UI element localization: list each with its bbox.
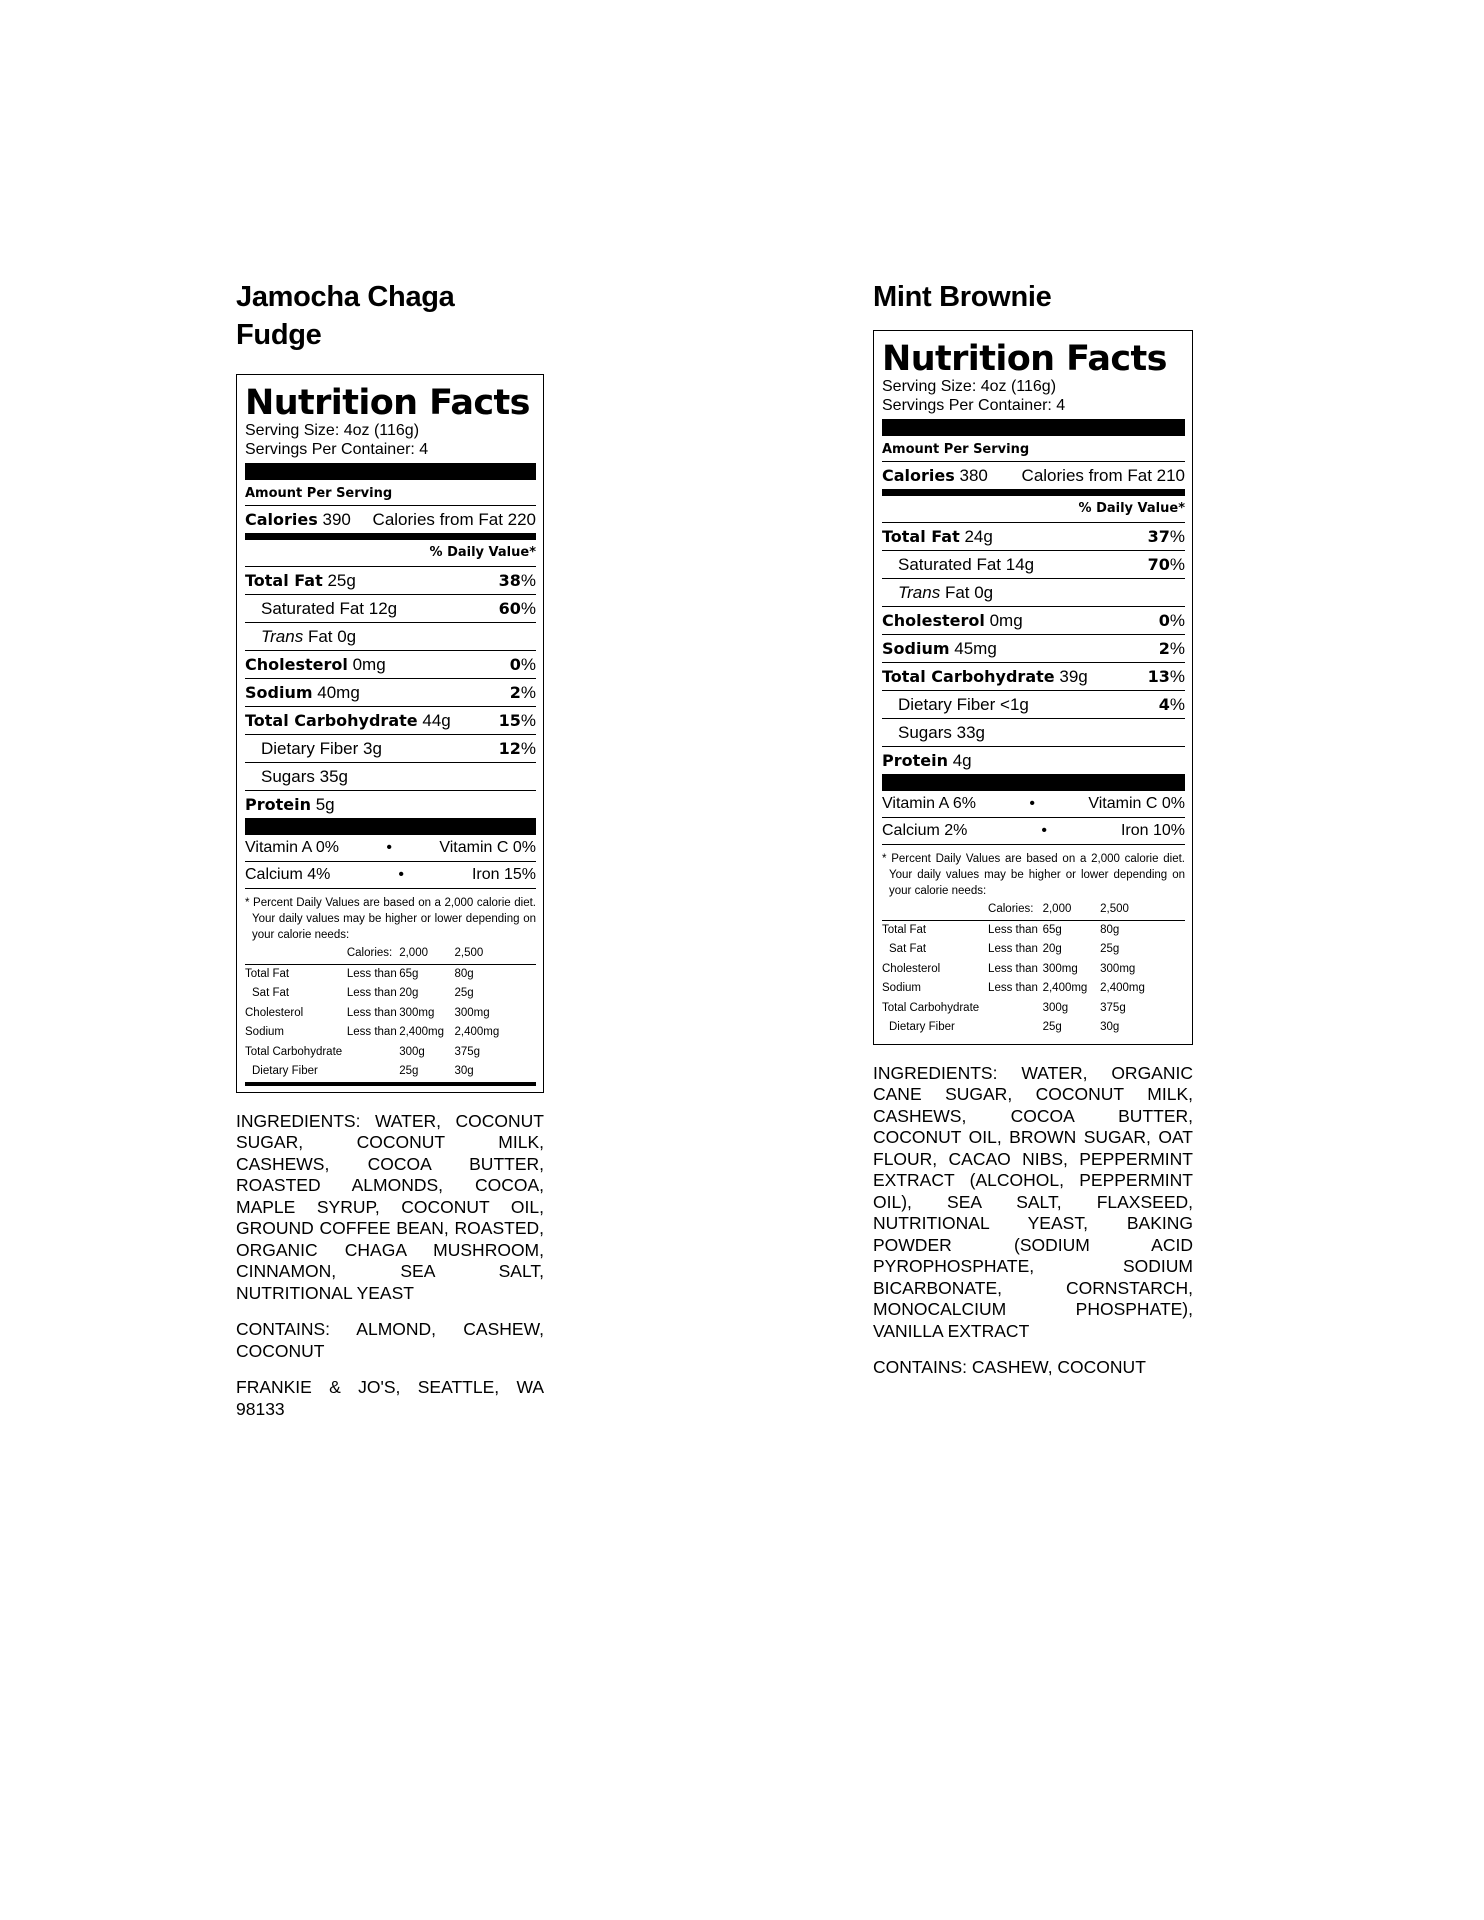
nutrient-dv: 37 [1147, 527, 1170, 546]
nutrient-row [882, 634, 1185, 662]
table-cell: Cholesterol [882, 962, 941, 975]
table-cell: 25g [1042, 1021, 1062, 1033]
nutrient-dv-symbol: % [1169, 555, 1185, 574]
table-cell [347, 1062, 399, 1084]
table-cell: 25g [1100, 943, 1120, 955]
table-cell: Less than [346, 987, 397, 999]
manufacturer-text: FRANKIE & JO'S, SEATTLE, WA 98133 [236, 1377, 544, 1419]
daily-value-table [245, 944, 536, 1086]
table-cell [245, 944, 347, 964]
vitamin-right: Iron 15% [471, 866, 536, 883]
nutrient-name: Cholesterol [245, 655, 348, 674]
calories-value: 380 [959, 466, 988, 485]
ingredients-block [873, 1063, 1193, 1379]
table-cell: Total Carbohydrate [882, 1001, 980, 1014]
table-cell: 20g [399, 987, 419, 999]
nutrient-row [245, 790, 536, 818]
ingredients-block [236, 1111, 544, 1421]
bullet-dot: • [1041, 822, 1047, 839]
nutrient-amount: 24g [964, 527, 993, 546]
nutrient-row [882, 718, 1185, 746]
nutrient-row [882, 578, 1185, 606]
nutrient-dv: 0 [509, 655, 521, 674]
calories-label: Calories [245, 510, 318, 529]
nutrient-amount: 14g [1005, 555, 1035, 574]
nutrient-amount: 25g [327, 571, 356, 590]
nutrient-row [245, 594, 536, 622]
nutrient-name: Saturated Fat [898, 555, 1002, 574]
nutrient-dv: 13 [1147, 667, 1170, 686]
table-cell: Total Fat [882, 923, 927, 936]
nutrient-name: Sugars [898, 723, 952, 742]
nutrient-dv: 60 [498, 599, 521, 618]
nutrient-amount: 12g [368, 599, 398, 618]
nutrient-row [245, 762, 536, 790]
nutrient-dv: 12 [498, 739, 521, 758]
table-cell: 300g [1042, 1001, 1069, 1014]
table-cell: Calories: [988, 900, 1043, 920]
vitamin-left: Vitamin A 6% [882, 795, 976, 812]
vitamin-row [245, 835, 536, 862]
table-cell [882, 900, 988, 920]
table-cell: Less than [988, 923, 1038, 936]
nutrient-row [882, 662, 1185, 690]
table-cell: 80g [1100, 923, 1120, 936]
serving-size: Serving Size: 4oz (116g) [882, 378, 1057, 395]
table-cell [988, 1018, 1043, 1038]
nutrient-row [245, 706, 536, 734]
nutrient-dv-symbol: % [520, 711, 536, 730]
nutrient-name: Sodium [245, 683, 313, 702]
nutrient-name: Cholesterol [882, 611, 985, 630]
medium-divider [245, 533, 536, 540]
nutrient-dv-symbol: % [520, 655, 536, 674]
vitamin-left: Vitamin A 0% [245, 839, 339, 856]
nutrient-name: Trans [261, 627, 304, 646]
calories-row [245, 506, 536, 533]
footnote-text: * Percent Daily Values are based on a 2,000 calorie diet. Your daily values may be higher or lower depending on your calorie needs: [882, 853, 1185, 897]
nutrient-dv-symbol: % [1169, 527, 1185, 546]
table-cell: Less than [988, 943, 1038, 955]
nutrient-dv-symbol: % [520, 683, 536, 702]
table-cell [347, 1043, 399, 1063]
table-row [245, 1023, 536, 1043]
nutrient-amount: 39g [1059, 667, 1088, 686]
nutrient-dv-symbol: % [520, 739, 536, 758]
ingredients-text: INGREDIENTS: WATER, COCONUT SUGAR, COCONUT MILK, CASHEWS, COCOA BUTTER, ROASTED ALMONDS, COCOA, MAPLE SYRUP, COCONUT OIL, GROUND COFFEE BEAN, ROASTED, ORGANIC CHAGA MUSHROOM, CINNAMON, SEA SALT, NUTRITIONAL YEAST [236, 1110, 544, 1303]
table-cell: Less than [346, 1026, 397, 1038]
nutrient-amount: 33g [956, 723, 985, 742]
nutrient-row [882, 606, 1185, 634]
table-cell: 80g [454, 967, 474, 980]
table-cell: Less than [346, 1006, 397, 1019]
table-cell: 65g [399, 967, 419, 980]
nutrient-dv-symbol: % [1169, 667, 1185, 686]
table-cell: Less than [988, 962, 1038, 975]
table-cell: 300mg [454, 1006, 490, 1019]
table-cell: Sodium [245, 1026, 284, 1038]
nutrient-amount: 0mg [989, 611, 1023, 630]
table-cell: 30g [455, 1062, 537, 1084]
nutrient-name: Sugars [261, 767, 315, 786]
nutrient-row [245, 678, 536, 706]
table-cell: 2,400mg [399, 1026, 444, 1038]
nutrient-dv-symbol: % [1169, 611, 1185, 630]
table-cell: 2,000 [399, 944, 454, 964]
contains-text: CONTAINS: CASHEW, COCONUT [873, 1357, 1146, 1377]
table-cell: Dietary Fiber [889, 1021, 955, 1033]
nutrient-dv: 2 [1158, 639, 1170, 658]
nutrient-dv: 0 [1158, 611, 1170, 630]
table-cell: Sat Fat [889, 943, 927, 955]
table-cell: 300mg [1042, 962, 1078, 975]
table-row [882, 979, 1185, 999]
footnote [245, 895, 536, 1086]
table-cell: Less than [988, 982, 1038, 994]
table-cell: 20g [1042, 943, 1062, 955]
thick-divider [245, 818, 536, 835]
nutrition-facts-heading: Nutrition Facts [245, 383, 530, 423]
product-jamocha-chaga-fudge [236, 278, 544, 1435]
nutrient-name: Saturated Fat [261, 599, 365, 618]
table-cell: Sodium [882, 982, 921, 994]
table-cell: 375g [454, 1045, 481, 1058]
table-cell: Total Fat [245, 967, 290, 980]
table-cell: Sat Fat [252, 987, 290, 999]
vitamin-row [882, 818, 1185, 845]
nutrient-name: Dietary Fiber [898, 695, 996, 714]
contains-text: CONTAINS: ALMOND, CASHEW, COCONUT [236, 1319, 544, 1361]
nutrient-amount: Fat 0g [307, 627, 357, 646]
calories-from-fat: Calories from Fat 220 [372, 510, 536, 529]
vitamin-left: Calcium 4% [245, 866, 331, 883]
table-row [245, 964, 536, 984]
product-mint-brownie [873, 278, 1193, 1394]
nutrient-row [245, 622, 536, 650]
table-row [245, 1062, 536, 1084]
vitamin-row [245, 862, 536, 889]
table-cell: 2,400mg [1042, 982, 1088, 994]
nutrient-row [245, 650, 536, 678]
nutrient-amount: 44g [422, 711, 451, 730]
table-cell [988, 999, 1043, 1019]
table-cell: 2,400mg [1100, 982, 1145, 994]
daily-value-header: % Daily Value* [1078, 501, 1185, 516]
table-cell: 300g [399, 1045, 425, 1058]
nutrient-name: Trans [898, 583, 941, 602]
nutrient-name: Protein [245, 795, 311, 814]
calories-from-fat: Calories from Fat 210 [1021, 466, 1185, 485]
table-cell: 65g [1042, 923, 1062, 936]
nutrition-facts-heading: Nutrition Facts [882, 339, 1167, 379]
serving-size: Serving Size: 4oz (116g) [245, 422, 420, 439]
table-row [882, 1018, 1185, 1038]
table-row [882, 999, 1185, 1019]
vitamin-right: Vitamin C 0% [1088, 795, 1185, 812]
nutrient-row [245, 734, 536, 762]
table-row [882, 960, 1185, 980]
footnote-text: * Percent Daily Values are based on a 2,000 calorie diet. Your daily values may be higher or lower depending on your calorie needs: [245, 897, 536, 941]
nutrient-row [882, 522, 1185, 550]
nutrient-name: Total Carbohydrate [882, 667, 1055, 686]
table-row [245, 1004, 536, 1024]
table-cell: 2,500 [1100, 900, 1185, 920]
table-cell: Less than [346, 967, 397, 980]
table-row [245, 1043, 536, 1063]
servings-per-container: Servings Per Container: 4 [245, 441, 429, 458]
nutrient-name: Sodium [882, 639, 950, 658]
table-cell: 30g [1100, 1021, 1120, 1033]
table-cell: 300mg [399, 1006, 435, 1019]
nutrient-amount: 45mg [954, 639, 997, 658]
table-cell: Dietary Fiber [245, 1062, 347, 1084]
nutrient-amount: 3g [363, 739, 382, 758]
nutrient-amount: <1g [1000, 695, 1029, 714]
table-cell: 25g [454, 987, 474, 999]
table-header-row [245, 944, 536, 964]
table-cell: Total Carbohydrate [245, 1045, 343, 1058]
vitamin-right: Iron 10% [1120, 822, 1185, 839]
thick-divider [882, 419, 1185, 436]
nutrient-row [882, 690, 1185, 718]
table-cell: 375g [1100, 1001, 1126, 1014]
nutrient-name: Total Carbohydrate [245, 711, 418, 730]
daily-value-table [882, 900, 1185, 1038]
nutrient-amount: 40mg [317, 683, 360, 702]
nutrient-amount: Fat 0g [944, 583, 994, 602]
nutrient-row [882, 550, 1185, 578]
table-row [882, 940, 1185, 960]
table-cell: 2,000 [1043, 900, 1101, 920]
nutrition-facts-label [873, 330, 1193, 1045]
table-cell: 2,500 [455, 944, 537, 964]
table-cell: 300mg [1100, 962, 1136, 975]
nutrient-dv-symbol: % [1169, 695, 1185, 714]
nutrient-name: Total Fat [245, 571, 323, 590]
amount-per-serving: Amount Per Serving [882, 439, 1185, 462]
amount-per-serving: Amount Per Serving [245, 483, 536, 506]
servings-per-container: Servings Per Container: 4 [882, 397, 1066, 414]
nutrient-row [882, 746, 1185, 774]
table-row [882, 920, 1185, 940]
calories-value: 390 [322, 510, 351, 529]
vitamin-right: Vitamin C 0% [439, 839, 536, 856]
table-header-row [882, 900, 1185, 920]
bullet-dot: • [398, 866, 404, 883]
calories-row [882, 462, 1185, 489]
nutrient-amount: 0mg [352, 655, 386, 674]
vitamin-left: Calcium 2% [882, 822, 968, 839]
nutrient-name: Protein [882, 751, 948, 770]
nutrient-dv: 2 [509, 683, 521, 702]
footnote [882, 851, 1185, 1038]
nutrient-dv-symbol: % [1169, 639, 1185, 658]
ingredients-text: INGREDIENTS: WATER, ORGANIC CANE SUGAR, COCONUT MILK, CASHEWS, COCOA BUTTER, COCONUT OIL, BROWN SUGAR, OAT FLOUR, CACAO NIBS, PEPPERMINT EXTRACT (ALCOHOL, PEPPERMINT OIL), SEA SALT, FLAXSEED, NUTRITIONAL YEAST, BAKING POWDER (SODIUM ACID PYROPHOSPHATE, SODIUM BICARBONATE, CORNSTARCH, MONOCALCIUM PHOSPHATE), VANILLA EXTRACT [873, 1062, 1193, 1341]
table-cell: 25g [399, 1062, 454, 1084]
nutrient-name: Total Fat [882, 527, 960, 546]
vitamin-row [882, 791, 1185, 818]
table-cell: 2,400mg [454, 1026, 500, 1038]
medium-divider [882, 489, 1185, 496]
nutrient-name: Dietary Fiber [261, 739, 359, 758]
nutrient-dv: 15 [498, 711, 521, 730]
nutrient-row [245, 566, 536, 594]
product-title: Mint Brownie [873, 281, 1052, 313]
nutrient-dv-symbol: % [520, 599, 536, 618]
bullet-dot: • [386, 839, 392, 856]
nutrient-dv: 4 [1158, 695, 1170, 714]
nutrient-amount: 4g [952, 751, 972, 770]
nutrient-dv-symbol: % [520, 571, 536, 590]
table-cell: Calories: [347, 944, 399, 964]
bullet-dot: • [1029, 795, 1035, 812]
nutrient-amount: 5g [315, 795, 335, 814]
nutrient-dv: 70 [1147, 555, 1170, 574]
calories-label: Calories [882, 466, 955, 485]
table-row [245, 984, 536, 1004]
daily-value-header: % Daily Value* [429, 545, 536, 560]
nutrient-dv: 38 [498, 571, 521, 590]
nutrition-facts-label [236, 374, 544, 1093]
thick-divider [245, 463, 536, 480]
nutrient-amount: 35g [319, 767, 348, 786]
product-title: Jamocha Chaga Fudge [236, 281, 455, 351]
thick-divider [882, 774, 1185, 791]
table-cell: Cholesterol [245, 1006, 304, 1019]
